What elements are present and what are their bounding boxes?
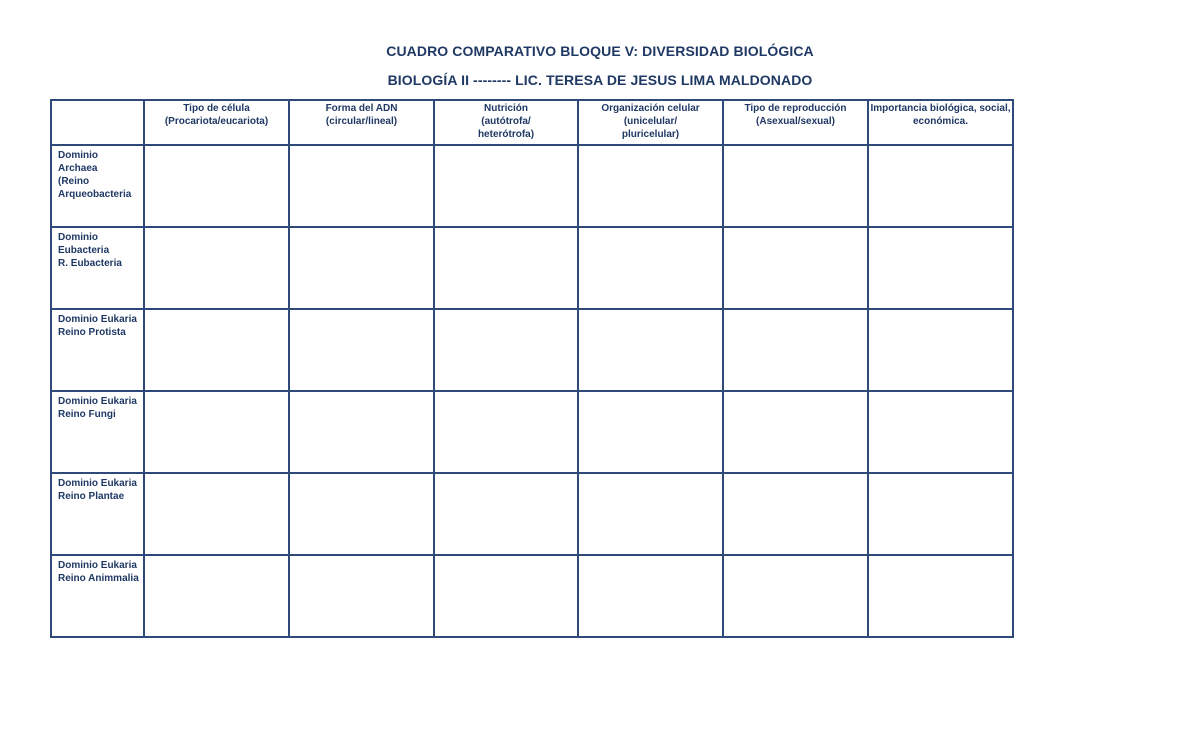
header-cell-importancia: Importancia biológica, social, económica. bbox=[868, 100, 1013, 145]
header-cell-tipo-reproduccion: Tipo de reproducción (Asexual/sexual) bbox=[723, 100, 868, 145]
header-cell-forma-adn: Forma del ADN (circular/lineal) bbox=[289, 100, 434, 145]
empty-cell bbox=[144, 391, 289, 473]
empty-cell bbox=[578, 391, 723, 473]
empty-cell bbox=[289, 391, 434, 473]
row-label-eubacteria: Dominio Eubacteria R. Eubacteria bbox=[51, 227, 144, 309]
document-title: CUADRO COMPARATIVO BLOQUE V: DIVERSIDAD BIOLÓGICA bbox=[386, 43, 814, 59]
row-label-animmalia: Dominio Eukaria Reino Animmalia bbox=[51, 555, 144, 637]
row-label-protista: Dominio Eukaria Reino Protista bbox=[51, 309, 144, 391]
empty-cell bbox=[868, 555, 1013, 637]
empty-cell bbox=[723, 227, 868, 309]
empty-cell bbox=[868, 227, 1013, 309]
table-row-protista bbox=[51, 309, 1013, 391]
empty-cell bbox=[144, 309, 289, 391]
empty-cell bbox=[723, 555, 868, 637]
empty-cell bbox=[723, 145, 868, 227]
empty-cell bbox=[434, 391, 578, 473]
comparison-table bbox=[50, 99, 1014, 638]
empty-cell bbox=[578, 473, 723, 555]
empty-cell bbox=[578, 227, 723, 309]
row-label-fungi: Dominio Eukaria Reino Fungi bbox=[51, 391, 144, 473]
empty-cell bbox=[868, 473, 1013, 555]
empty-cell bbox=[434, 473, 578, 555]
empty-cell bbox=[289, 309, 434, 391]
empty-cell bbox=[289, 145, 434, 227]
empty-cell bbox=[289, 473, 434, 555]
empty-cell bbox=[723, 309, 868, 391]
empty-cell bbox=[578, 555, 723, 637]
empty-cell bbox=[578, 145, 723, 227]
empty-cell bbox=[578, 309, 723, 391]
table-row-eubacteria bbox=[51, 227, 1013, 309]
empty-cell bbox=[868, 391, 1013, 473]
header-cell-tipo-celula: Tipo de célula (Procariota/eucariota) bbox=[144, 100, 289, 145]
table-row-animmalia bbox=[51, 555, 1013, 637]
empty-cell bbox=[868, 145, 1013, 227]
empty-cell bbox=[434, 227, 578, 309]
empty-cell bbox=[434, 309, 578, 391]
empty-cell bbox=[434, 145, 578, 227]
empty-cell bbox=[144, 473, 289, 555]
empty-cell bbox=[868, 309, 1013, 391]
document-subtitle: BIOLOGÍA II -------- LIC. TERESA DE JESUS LIMA MALDONADO bbox=[387, 72, 813, 88]
table-row-fungi bbox=[51, 391, 1013, 473]
table-header-row bbox=[51, 100, 1013, 145]
empty-cell bbox=[434, 555, 578, 637]
header-cell-organizacion-celular: Organización celular (unicelular/ pluricelular) bbox=[578, 100, 723, 145]
empty-cell bbox=[144, 555, 289, 637]
empty-cell bbox=[289, 555, 434, 637]
table-row-archaea bbox=[51, 145, 1013, 227]
row-label-plantae: Dominio Eukaria Reino Plantae bbox=[51, 473, 144, 555]
empty-cell bbox=[144, 227, 289, 309]
empty-cell bbox=[723, 391, 868, 473]
row-label-archaea: Dominio Archaea (Reino Arqueobacteria bbox=[51, 145, 144, 227]
header-cell-empty bbox=[51, 100, 144, 145]
header-cell-nutricion: Nutrición (autótrofa/ heterótrofa) bbox=[434, 100, 578, 145]
empty-cell bbox=[289, 227, 434, 309]
empty-cell bbox=[723, 473, 868, 555]
empty-cell bbox=[144, 145, 289, 227]
table-row-plantae bbox=[51, 473, 1013, 555]
